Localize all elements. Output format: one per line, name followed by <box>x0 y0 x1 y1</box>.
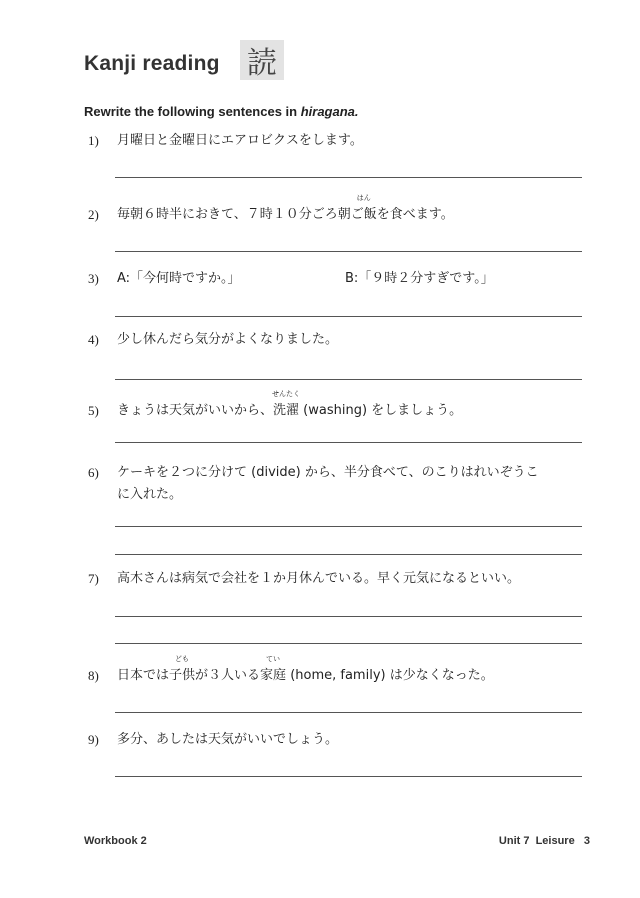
answer-line[interactable] <box>115 643 582 644</box>
item-sentence: 月曜日と金曜日にエアロビクスをします。 <box>117 133 363 148</box>
footer-book: Workbook 2 <box>84 835 147 847</box>
footer-unit-page: Unit 7 Leisure 3 <box>498 835 590 847</box>
sentence-part: 日本では <box>117 668 170 683</box>
item-number: 3) <box>88 271 99 286</box>
item-sentence <box>117 462 587 506</box>
page-title: Kanji reading <box>84 52 220 75</box>
item-number: 5) <box>88 403 99 418</box>
dialogue-a: A:「今何時ですか。」 <box>117 271 241 286</box>
item-sentence: 多分、あしたは天気がいいでしょう。 <box>117 732 339 747</box>
item-number: 8) <box>88 668 99 683</box>
furigana-base: 子供 <box>169 668 196 683</box>
sentence-part: を食べます。 <box>376 207 454 222</box>
item-number: 4) <box>88 332 99 347</box>
furigana-word <box>260 655 287 687</box>
sentence-part: 毎朝６時半におきて、７時１０分ごろ朝 <box>117 207 351 222</box>
instruction-emphasis: hiragana. <box>300 104 359 119</box>
item-sentence <box>117 194 587 226</box>
item-number: 7) <box>88 571 99 586</box>
furigana-reading: てい <box>266 655 281 663</box>
answer-line[interactable] <box>115 251 582 252</box>
furigana-word <box>272 390 301 422</box>
answer-line[interactable] <box>115 776 582 777</box>
sentence-line-2: に入れた。 <box>117 487 183 502</box>
answer-line[interactable] <box>115 379 582 380</box>
item-sentence: 高木さんは病気で会社を１か月休んでいる。早く元気になるといい。 <box>117 571 521 586</box>
item-number: 6) <box>88 465 99 480</box>
furigana-reading: せんたく <box>272 390 301 398</box>
furigana-reading: ども <box>175 655 190 663</box>
instruction-prefix: Rewrite the following sentences in <box>84 104 301 119</box>
answer-line[interactable] <box>115 526 582 527</box>
answer-line[interactable] <box>115 616 582 617</box>
furigana-word <box>169 655 196 687</box>
sentence-part: (washing) をしましょう。 <box>299 403 463 418</box>
item-sentence <box>117 655 587 687</box>
answer-line[interactable] <box>115 316 582 317</box>
item-number: 9) <box>88 732 99 747</box>
answer-line[interactable] <box>115 177 582 178</box>
kanji-badge: 読 <box>240 40 284 80</box>
furigana-base: ご飯 <box>350 207 377 222</box>
item-number: 2) <box>88 207 99 222</box>
furigana-reading: はん <box>356 194 371 202</box>
furigana-base: 家庭 <box>260 668 287 683</box>
answer-line[interactable] <box>115 442 582 443</box>
dialogue-b: B:「９時２分すぎです。」 <box>345 271 494 286</box>
furigana-base: 洗濯 <box>273 403 300 418</box>
item-sentence: 少し休んだら気分がよくなりました。 <box>117 332 339 347</box>
answer-line[interactable] <box>115 712 582 713</box>
sentence-part: が３人いる <box>195 668 261 683</box>
sentence-line-1: ケーキを２つに分けて (divide) から、半分食べて、のこりはれいぞうこ <box>117 465 539 480</box>
furigana-word <box>350 194 377 226</box>
instruction-text <box>84 104 359 119</box>
sentence-part: (home, family) は少なくなった。 <box>286 668 494 683</box>
answer-line[interactable] <box>115 554 582 555</box>
sentence-part: きょうは天気がいいから、 <box>117 403 274 418</box>
item-sentence <box>117 390 587 422</box>
item-number: 1) <box>88 133 99 148</box>
